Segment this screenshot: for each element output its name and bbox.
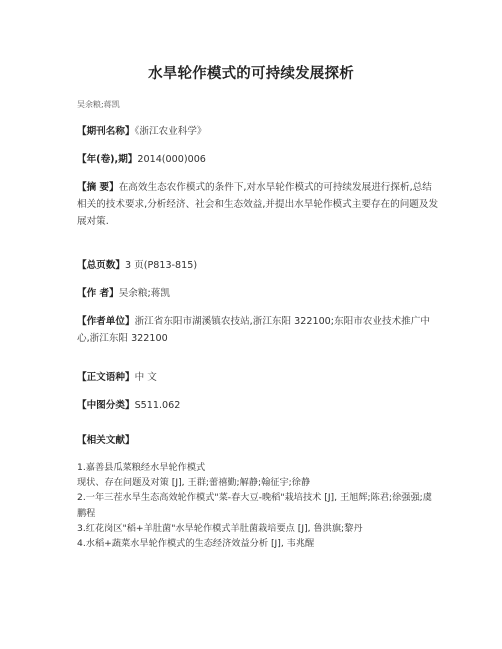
author-value: 吴余粮;蒋凯	[118, 288, 170, 299]
reference-item: 现状、存在问题及对策 [J], 王群;蕾禧勤;解静;翰征宇;徐静	[77, 477, 311, 489]
references-list	[77, 460, 439, 551]
document-title: 水旱轮作模式的可持续发展探析	[148, 66, 354, 82]
classification-label: 【中图分类】	[77, 400, 135, 411]
classification-field	[77, 397, 439, 414]
year-label: 【年(卷),期】	[77, 154, 138, 165]
year-value: 2014(000)006	[137, 154, 206, 165]
reference-item: 2.一年三茬水旱生态高效轮作模式"菜-春大豆-晚稻"栽培技术 [J], 王旭辉;陈君;徐强强;虞鹏程	[77, 492, 432, 519]
abstract-field	[77, 179, 439, 230]
pages-value: 3 页(P813-815)	[124, 260, 198, 271]
abstract-label: 【摘 要】	[77, 182, 119, 193]
journal-label: 【期刊名称】	[77, 126, 135, 137]
reference-item: 3.红花岗区"稻+羊肚菌"水旱轮作模式羊肚菌栽培要点 [J], 鲁洪旗;黎丹	[77, 522, 363, 534]
affiliation-label: 【作者单位】	[77, 316, 135, 327]
author-label: 【作 者】	[77, 288, 119, 299]
reference-item: 1.嘉善县瓜菜粮经水旱轮作模式	[77, 462, 206, 473]
reference-item: 4.水稻+蔬菜水旱轮作模式的生态经济效益分析 [J], 韦兆醒	[77, 538, 315, 550]
affiliation-value: 浙江省东阳市湖溪镇农技站,浙江东阳 322100;东阳市农业技术推广中心,浙江东阳 322100	[77, 316, 430, 344]
abstract-value: 在高效生态农作模式的条件下,对水旱轮作模式的可持续发展进行探析,总结相关的技术要求,分析经济、社会和生态效益,并提出水旱轮作模式主要存在的问题及发展对策.	[77, 182, 439, 227]
language-value: 中 文	[134, 372, 157, 383]
pages-label: 【总页数】	[77, 260, 125, 271]
author-field	[77, 285, 439, 302]
references-heading: 【相关文献】	[77, 435, 135, 446]
language-label: 【正文语种】	[77, 372, 135, 383]
author-line: 吴余粮;蒋凯	[77, 100, 120, 109]
journal-field	[77, 123, 439, 140]
classification-value: S511.062	[134, 400, 181, 411]
language-field	[77, 369, 439, 386]
affiliation-field	[77, 313, 439, 347]
pages-field	[77, 257, 439, 274]
year-field	[77, 151, 439, 168]
journal-value: 《浙江农业科学》	[134, 126, 207, 137]
